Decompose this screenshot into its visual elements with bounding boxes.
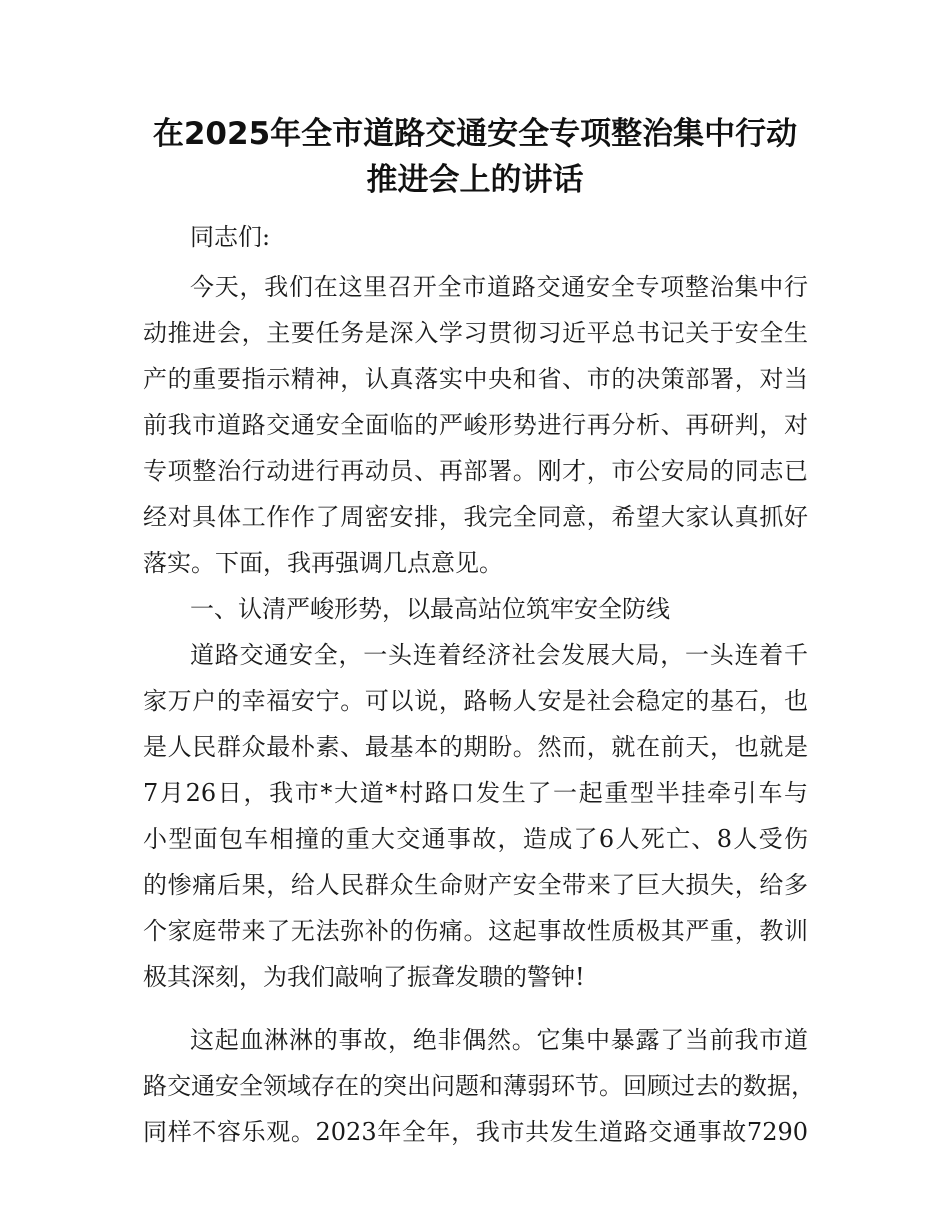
salutation: 同志们: [190, 223, 271, 251]
paragraph-1-line-1: 今天，我们在这里召开全市道路交通安全专项整治集中行 [190, 273, 808, 301]
paragraph-1-line-7: 落实。下面，我再强调几点意见。 [143, 549, 503, 577]
paragraph-2-line-8: 极其深刻，为我们敲响了振聋发聩的警钟! [143, 963, 585, 991]
paragraph-2-line-7: 个家庭带来了无法弥补的伤痛。这起事故性质极其严重，教训 [143, 917, 808, 945]
paragraph-2-line-4: 7月26日，我市*大道*村路口发生了一起重型半挂牵引车与 [143, 779, 808, 807]
paragraph-1-line-6: 经对具体工作作了周密安排，我完全同意，希望大家认真抓好 [143, 503, 808, 531]
paragraph-1-line-4: 前我市道路交通安全面临的严峻形势进行再分析、再研判，对 [143, 411, 808, 439]
paragraph-1-line-2: 动推进会，主要任务是深入学习贯彻习近平总书记关于安全生 [143, 319, 808, 347]
document-title-line-1: 在2025年全市道路交通安全专项整治集中行动 [152, 116, 798, 152]
paragraph-3-line-2: 路交通安全领域存在的突出问题和薄弱环节。回顾过去的数据， [143, 1072, 815, 1100]
paragraph-2-line-2: 家万户的幸福安宁。可以说，路畅人安是社会稳定的基石，也 [143, 687, 808, 715]
document-title-line-2: 推进会上的讲话 [366, 162, 584, 198]
paragraph-2-line-6: 的惨痛后果，给人民群众生命财产安全带来了巨大损失，给多 [143, 871, 808, 899]
paragraph-3-line-1: 这起血淋淋的事故，绝非偶然。它集中暴露了当前我市道 [190, 1026, 808, 1054]
paragraph-1-line-5: 专项整治行动进行再动员、再部署。刚才，市公安局的同志已 [143, 457, 808, 485]
paragraph-2-line-1: 道路交通安全，一头连着经济社会发展大局，一头连着千 [190, 641, 808, 669]
section-heading-1: 一、认清严峻形势，以最高站位筑牢安全防线 [190, 595, 670, 623]
paragraph-2-line-3: 是人民群众最朴素、最基本的期盼。然而，就在前天，也就是 [143, 733, 808, 761]
paragraph-1-line-3: 产的重要指示精神，认真落实中央和省、市的决策部署，对当 [143, 365, 808, 393]
paragraph-3-line-3: 同样不容乐观。2023年全年，我市共发生道路交通事故7290 [143, 1118, 808, 1146]
paragraph-2-line-5: 小型面包车相撞的重大交通事故，造成了6人死亡、8人受伤 [143, 825, 808, 853]
